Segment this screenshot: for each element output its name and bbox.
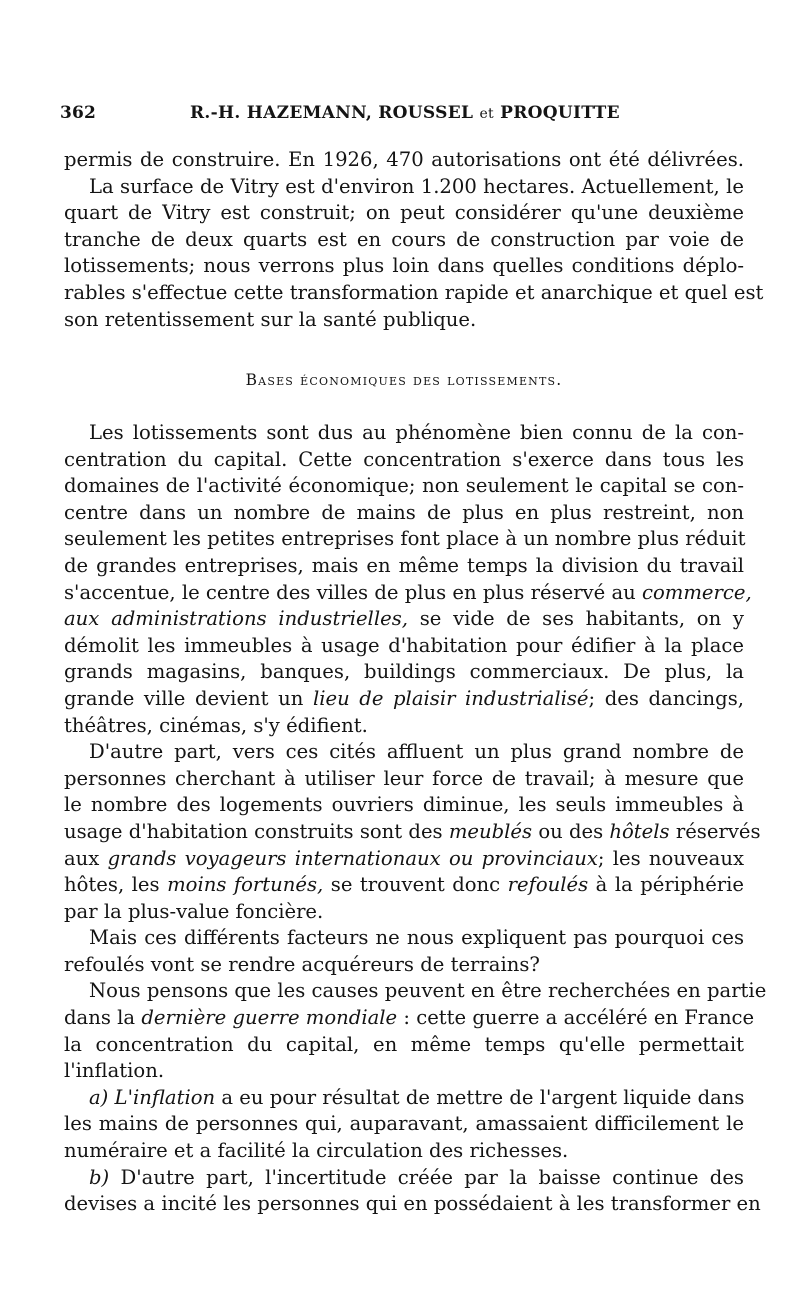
page-number: 362 bbox=[60, 103, 97, 123]
italic-term: moins fortunés, bbox=[167, 873, 324, 897]
text-line bbox=[64, 819, 761, 846]
text-line: la concentration du capital, en même temps qu'elle permettait bbox=[64, 1032, 744, 1056]
text-run: a eu pour résultat de mettre de l'argent liquide dans bbox=[215, 1085, 745, 1109]
text-run: se vide de ses habitants, on y bbox=[407, 607, 744, 631]
text-line bbox=[64, 1085, 744, 1112]
text-line: Nous pensons que les causes peuvent en être recherchées en partie bbox=[89, 979, 767, 1003]
text-run: s'accentue, le centre des villes de plus en plus réservé au bbox=[64, 580, 642, 604]
text-run: se trouvent donc bbox=[323, 873, 508, 897]
text-line: devises a incité les personnes qui en possédaient à les transformer en bbox=[64, 1192, 761, 1216]
text-line: D'autre part, vers ces cités affluent un plus grand nombre de bbox=[89, 740, 744, 764]
text-line: centre dans un nombre de mains de plus en plus restreint, non bbox=[64, 500, 744, 524]
text-line bbox=[64, 1005, 755, 1032]
list-marker: b) bbox=[89, 1165, 110, 1189]
text-run: ; des dancings, bbox=[588, 686, 745, 710]
italic-term: dernière guerre mondiale bbox=[141, 1006, 398, 1030]
text-line: rables s'effectue cette transformation rapide et anarchique et quel est bbox=[64, 280, 764, 304]
text-run: ou des bbox=[532, 819, 610, 843]
text-line bbox=[64, 686, 744, 713]
text-run: dans la bbox=[64, 1006, 142, 1030]
italic-term: refoulés bbox=[507, 873, 589, 897]
text-line: par la plus-value foncière. bbox=[64, 899, 324, 923]
text-line: quart de Vitry est construit; on peut considérer qu'une deuxième bbox=[64, 201, 744, 225]
italic-term: grands voyageurs internationaux ou provinciaux bbox=[107, 846, 598, 870]
text-run: : cette guerre a accéléré en France bbox=[397, 1006, 755, 1030]
section-body bbox=[64, 420, 767, 1218]
text-line bbox=[64, 606, 744, 633]
text-line: Les lotissements sont dus au phénomène bien connu de la con- bbox=[89, 421, 744, 444]
text-run: hôtes, les bbox=[64, 873, 168, 897]
text-line bbox=[64, 1165, 744, 1192]
text-run: D'autre part, l'incertitude créée par la baisse continue des bbox=[109, 1165, 744, 1189]
running-head bbox=[190, 103, 620, 123]
text-line: lotissements; nous verrons plus loin dans quelles conditions déplo- bbox=[64, 254, 744, 278]
text-run: grande ville devient un bbox=[64, 686, 313, 710]
text-run: réservés bbox=[669, 819, 761, 843]
running-head-authors: R.-H. HAZEMANN, ROUSSEL bbox=[190, 103, 474, 123]
running-head-et: et bbox=[479, 106, 494, 122]
running-head-coauthor: PROQUITTE bbox=[500, 103, 620, 123]
page-header bbox=[60, 103, 750, 129]
text-line: Mais ces différents facteurs ne nous expliquent pas pourquoi ces bbox=[89, 926, 744, 950]
text-line: son retentissement sur la santé publique. bbox=[64, 307, 477, 331]
text-line: centration du capital. Cette concentration s'exerce dans tous les bbox=[64, 447, 744, 471]
text-run: ; les nouveaux bbox=[597, 846, 744, 870]
text-line: démolit les immeubles à usage d'habitation pour édifier à la place bbox=[64, 633, 744, 657]
text-line: les mains de personnes qui, auparavant, amassaient difficilement le bbox=[64, 1112, 744, 1136]
text-line: La surface de Vitry est d'environ 1.200 hectares. Actuellement, le bbox=[89, 174, 744, 198]
italic-term: hôtels bbox=[609, 819, 670, 843]
section-heading: Bases économiques des lotissements. bbox=[245, 371, 563, 389]
text-line bbox=[64, 846, 744, 873]
text-run: usage d'habitation construits sont des bbox=[64, 819, 449, 843]
text-line: domaines de l'activité économique; non seulement le capital se con- bbox=[64, 474, 744, 498]
italic-term: lieu de plaisir industrialisé bbox=[312, 686, 589, 710]
italic-term: a) L'inflation bbox=[89, 1085, 216, 1109]
text-line: permis de construire. En 1926, 470 autorisations ont été délivrées. bbox=[64, 148, 744, 171]
text-run: aux bbox=[64, 846, 108, 870]
text-line: grands magasins, banques, buildings commerciaux. De plus, la bbox=[64, 660, 744, 684]
text-line: refoulés vont se rendre acquéreurs de terrains? bbox=[64, 952, 540, 976]
italic-term: meublés bbox=[448, 819, 533, 843]
text-line: l'inflation. bbox=[64, 1059, 165, 1083]
text-line: personnes cherchant à utiliser leur force de travail; à mesure que bbox=[64, 766, 744, 790]
text-line bbox=[64, 580, 752, 607]
paragraph-opening bbox=[64, 147, 764, 333]
text-run: à la périphérie bbox=[588, 873, 745, 897]
text-line: seulement les petites entreprises font place à un nombre plus réduit bbox=[64, 527, 746, 551]
text-line: théâtres, cinémas, s'y édifient. bbox=[64, 713, 368, 737]
text-line: tranche de deux quarts est en cours de construction par voie de bbox=[64, 227, 744, 251]
italic-term: commerce, bbox=[641, 580, 752, 604]
text-line bbox=[64, 872, 744, 899]
text-line: numéraire et a facilité la circulation des richesses. bbox=[64, 1139, 569, 1163]
text-line: le nombre des logements ouvriers diminue, les seuls immeubles à bbox=[64, 793, 744, 817]
text-line: de grandes entreprises, mais en même temps la division du travail bbox=[64, 553, 744, 577]
italic-term: aux administrations industrielles, bbox=[64, 607, 408, 631]
